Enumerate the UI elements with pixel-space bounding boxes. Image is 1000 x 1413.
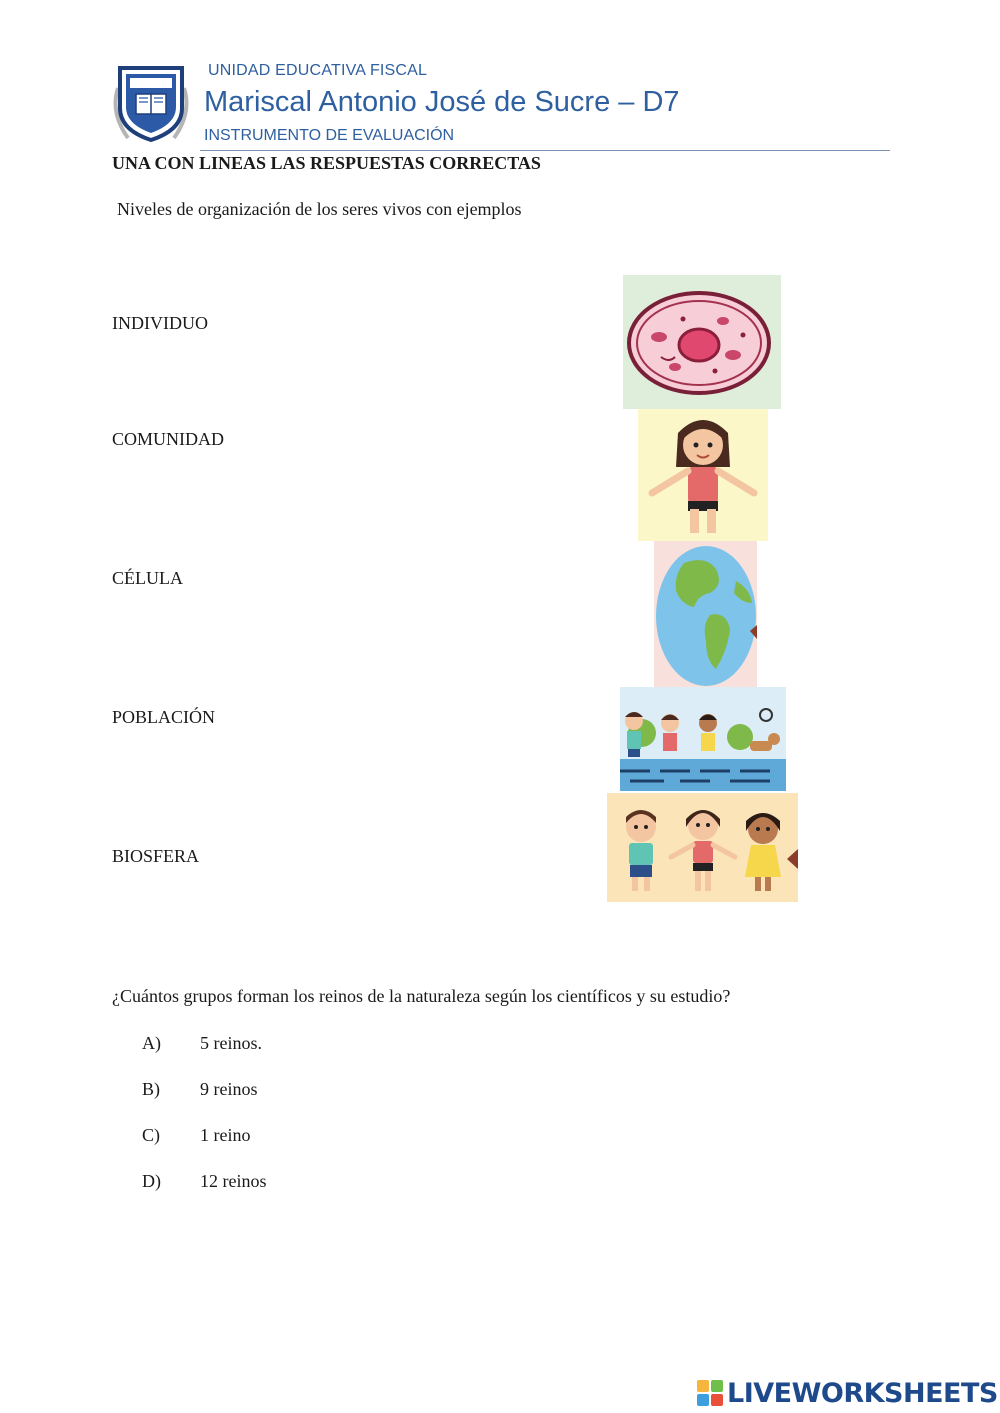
option-b-text[interactable]: 9 reinos	[200, 1079, 258, 1099]
header-divider	[200, 150, 890, 151]
term-comunidad[interactable]: COMUNIDAD	[112, 429, 224, 449]
instruction-heading: UNA CON LINEAS LAS RESPUESTAS CORRECTAS	[112, 153, 541, 173]
liveworksheets-logo[interactable]	[697, 1376, 998, 1410]
option-d-letter[interactable]: D)	[142, 1171, 161, 1191]
option-b-letter[interactable]: B)	[142, 1079, 160, 1099]
section-subtitle: Niveles de organización de los seres vivos con ejemplos	[117, 199, 522, 219]
option-a-letter[interactable]: A)	[142, 1033, 161, 1053]
school-name: Mariscal Antonio José de Sucre – D7	[204, 86, 680, 118]
term-biosfera[interactable]: BIOSFERA	[112, 846, 200, 866]
girl-image[interactable]	[638, 409, 768, 541]
option-d-text[interactable]: 12 reinos	[200, 1171, 267, 1191]
question-text: ¿Cuántos grupos forman los reinos de la naturaleza según los científicos y su estudio?	[112, 986, 731, 1006]
term-poblacion[interactable]: POBLACIÓN	[112, 707, 216, 727]
liveworksheets-icon	[697, 1380, 723, 1406]
population-image[interactable]	[607, 793, 798, 902]
header-line1: UNIDAD EDUCATIVA FISCAL	[208, 62, 428, 79]
option-c-letter[interactable]: C)	[142, 1125, 160, 1145]
cell-image[interactable]	[623, 275, 781, 409]
liveworksheets-wordmark: LIVEWORKSHEETS	[727, 1377, 998, 1409]
earth-image[interactable]	[654, 541, 757, 687]
option-a-text[interactable]: 5 reinos.	[200, 1033, 262, 1053]
option-c-text[interactable]: 1 reino	[200, 1125, 251, 1145]
school-logo	[106, 58, 196, 146]
community-image[interactable]	[620, 687, 786, 791]
term-individuo[interactable]: INDIVIDUO	[112, 313, 208, 333]
header-line3: INSTRUMENTO DE EVALUACIÓN	[204, 127, 455, 144]
term-celula[interactable]: CÉLULA	[112, 568, 183, 588]
